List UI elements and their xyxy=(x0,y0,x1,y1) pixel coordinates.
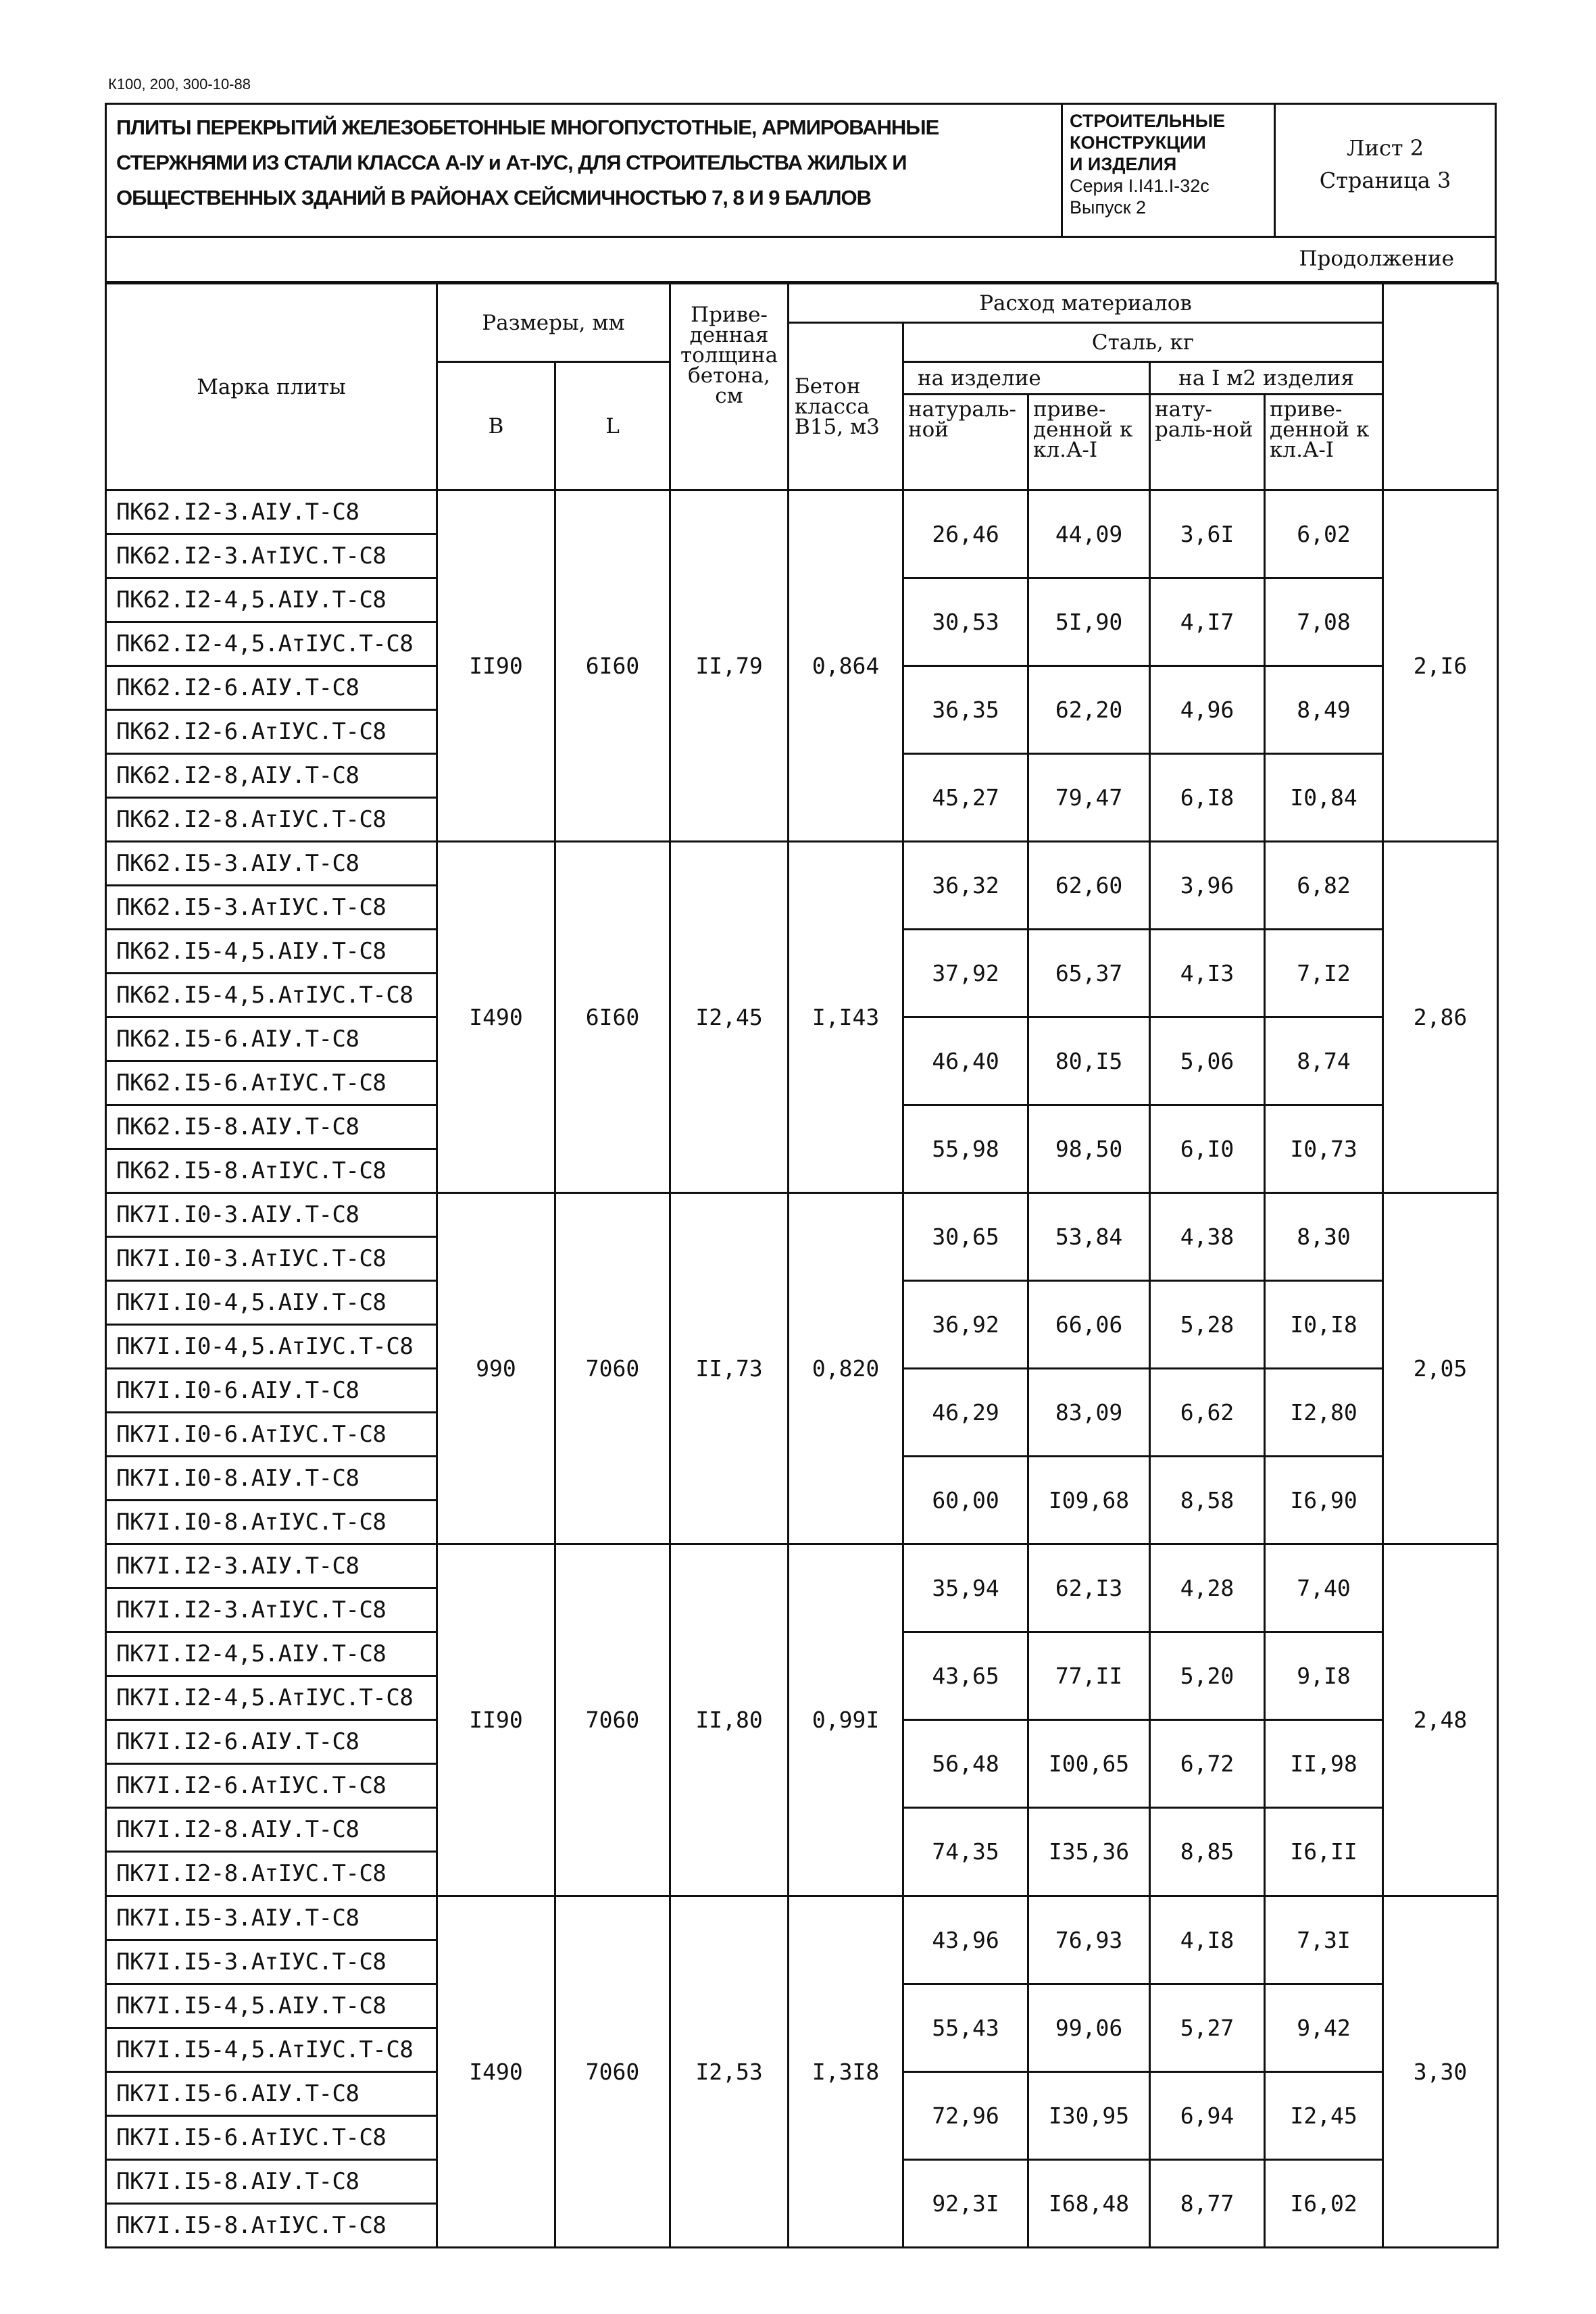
size-b: II90 xyxy=(437,491,555,842)
series-number: Серия I.I41.I-32c xyxy=(1070,176,1210,196)
slab-mark: ПК7I.I5-4,5.АIУ.Т-С8 xyxy=(106,1984,437,2028)
steel-reduced-m2: 7,40 xyxy=(1265,1544,1383,1632)
slab-mark: ПК62.I2-8.АтIУС.Т-С8 xyxy=(106,798,437,842)
steel-reduced: I35,36 xyxy=(1028,1808,1150,1896)
steel-natural-m2: 5,20 xyxy=(1150,1632,1265,1720)
steel-reduced-m2: 7,3I xyxy=(1265,1896,1383,1984)
col-mark: Марка плиты xyxy=(106,284,437,491)
slab-mark: ПК7I.I2-6.АIУ.Т-С8 xyxy=(106,1720,437,1764)
slab-mark: ПК62.I5-4,5.АтIУС.Т-С8 xyxy=(106,974,437,1017)
steel-reduced: 62,I3 xyxy=(1028,1544,1150,1632)
reduced-thickness: II,73 xyxy=(670,1193,789,1544)
steel-natural-m2: 8,77 xyxy=(1150,2159,1265,2247)
slab-mark: ПК62.I2-3.АIУ.Т-С8 xyxy=(106,491,437,534)
col-steel: Сталь, кг xyxy=(903,323,1383,362)
steel-natural-m2: 4,I7 xyxy=(1150,578,1265,666)
steel-reduced-m2: I2,45 xyxy=(1265,2071,1383,2159)
size-b: I490 xyxy=(437,842,555,1193)
size-l: 6I60 xyxy=(555,842,670,1193)
steel-reduced: 76,93 xyxy=(1028,1896,1150,1984)
steel-reduced-m2: 7,I2 xyxy=(1265,930,1383,1017)
steel-reduced: 62,60 xyxy=(1028,842,1150,930)
steel-natural-m2: 4,38 xyxy=(1150,1193,1265,1281)
series-line: КОНСТРУКЦИИ xyxy=(1070,132,1206,153)
steel-reduced: 65,37 xyxy=(1028,930,1150,1017)
size-b: II90 xyxy=(437,1544,555,1896)
size-l: 7060 xyxy=(555,1193,670,1544)
reduced-thickness: I2,45 xyxy=(670,842,789,1193)
steel-natural: 43,65 xyxy=(903,1632,1028,1720)
col-last xyxy=(1383,284,1498,491)
slab-mark: ПК7I.I0-8.АIУ.Т-С8 xyxy=(106,1457,437,1501)
slab-mark: ПК7I.I2-8.АтIУС.Т-С8 xyxy=(106,1852,437,1896)
concrete-volume: 0,864 xyxy=(789,491,903,842)
slab-mark: ПК62.I2-6.АIУ.Т-С8 xyxy=(106,666,437,710)
slab-mark: ПК7I.I5-6.АтIУС.Т-С8 xyxy=(106,2115,437,2159)
series-line: И ИЗДЕЛИЯ xyxy=(1070,154,1177,174)
slab-mark: ПК7I.I2-3.АтIУС.Т-С8 xyxy=(106,1588,437,1632)
steel-natural: 46,29 xyxy=(903,1369,1028,1457)
steel-natural: 74,35 xyxy=(903,1808,1028,1896)
steel-reduced-m2: I0,73 xyxy=(1265,1105,1383,1193)
steel-natural: 92,3I xyxy=(903,2159,1028,2247)
steel-natural: 72,96 xyxy=(903,2071,1028,2159)
col-per-item: на изделие xyxy=(903,362,1150,395)
steel-reduced-m2: I2,80 xyxy=(1265,1369,1383,1457)
steel-natural: 60,00 xyxy=(903,1457,1028,1544)
steel-reduced-m2: 8,30 xyxy=(1265,1193,1383,1281)
steel-natural: 26,46 xyxy=(903,491,1028,578)
slab-mark: ПК7I.I5-3.АIУ.Т-С8 xyxy=(106,1896,437,1940)
steel-reduced-m2: I6,II xyxy=(1265,1808,1383,1896)
last-column-value: 2,48 xyxy=(1383,1544,1498,1896)
slab-mark: ПК62.I5-4,5.АIУ.Т-С8 xyxy=(106,930,437,974)
last-column-value: 2,86 xyxy=(1383,842,1498,1193)
steel-natural-m2: 4,I8 xyxy=(1150,1896,1265,1984)
table-body xyxy=(106,491,1498,2248)
steel-natural-m2: 6,62 xyxy=(1150,1369,1265,1457)
steel-reduced: 62,20 xyxy=(1028,666,1150,754)
slab-mark: ПК7I.I5-6.АIУ.Т-С8 xyxy=(106,2071,437,2115)
series-line: СТРОИТЕЛЬНЫЕ xyxy=(1070,111,1226,131)
col-concrete: Бетон класса В15, м3 xyxy=(789,323,903,491)
steel-reduced: 53,84 xyxy=(1028,1193,1150,1281)
steel-reduced-m2: 6,02 xyxy=(1265,491,1383,578)
col-reduced-thickness: Приве-денная толщина бетона, см xyxy=(670,284,789,491)
size-b: 990 xyxy=(437,1193,555,1544)
steel-reduced: 44,09 xyxy=(1028,491,1150,578)
col-per-m2: на I м2 изделия xyxy=(1150,362,1383,395)
document-code: К100, 200, 300-10-88 xyxy=(108,76,251,93)
slab-mark: ПК7I.I0-6.АIУ.Т-С8 xyxy=(106,1369,437,1413)
steel-natural: 45,27 xyxy=(903,754,1028,842)
slab-mark: ПК62.I2-3.АтIУС.Т-С8 xyxy=(106,534,437,578)
slab-mark: ПК62.I5-8.АтIУС.Т-С8 xyxy=(106,1149,437,1193)
slab-mark: ПК7I.I0-4,5.АIУ.Т-С8 xyxy=(106,1281,437,1325)
size-l: 7060 xyxy=(555,1544,670,1896)
reduced-thickness: II,79 xyxy=(670,491,789,842)
steel-natural-m2: 4,28 xyxy=(1150,1544,1265,1632)
steel-reduced-m2: 6,82 xyxy=(1265,842,1383,930)
size-b: I490 xyxy=(437,1896,555,2248)
steel-natural: 35,94 xyxy=(903,1544,1028,1632)
steel-natural-m2: 4,96 xyxy=(1150,666,1265,754)
slab-mark: ПК7I.I0-8.АтIУС.Т-С8 xyxy=(106,1501,437,1544)
size-l: 6I60 xyxy=(555,491,670,842)
slab-mark: ПК7I.I2-4,5.АтIУС.Т-С8 xyxy=(106,1676,437,1720)
steel-natural-m2: 5,06 xyxy=(1150,1017,1265,1105)
slab-mark: ПК7I.I0-3.АIУ.Т-С8 xyxy=(106,1193,437,1237)
table-row xyxy=(106,1896,1498,1940)
table-row xyxy=(106,842,1498,886)
steel-reduced-m2: 8,74 xyxy=(1265,1017,1383,1105)
table-row xyxy=(106,1193,1498,1237)
steel-reduced-m2: 8,49 xyxy=(1265,666,1383,754)
steel-reduced: 5I,90 xyxy=(1028,578,1150,666)
steel-natural-m2: 6,I8 xyxy=(1150,754,1265,842)
sheet-block xyxy=(1276,105,1495,236)
col-natural-m2: нату-раль-ной xyxy=(1150,395,1265,491)
steel-natural-m2: 5,28 xyxy=(1150,1281,1265,1369)
materials-table xyxy=(105,282,1499,2248)
steel-natural-m2: 6,94 xyxy=(1150,2071,1265,2159)
concrete-volume: 0,820 xyxy=(789,1193,903,1544)
steel-natural: 30,53 xyxy=(903,578,1028,666)
slab-mark: ПК7I.I2-6.АтIУС.Т-С8 xyxy=(106,1764,437,1808)
steel-reduced-m2: I0,I8 xyxy=(1265,1281,1383,1369)
slab-mark: ПК62.I2-4,5.АтIУС.Т-С8 xyxy=(106,622,437,666)
table-head xyxy=(106,284,1498,491)
col-reduced: приве-денной к кл.А-I xyxy=(1028,395,1150,491)
col-b: В xyxy=(437,362,555,491)
steel-natural: 46,40 xyxy=(903,1017,1028,1105)
steel-natural-m2: 8,85 xyxy=(1150,1808,1265,1896)
steel-reduced-m2: I6,02 xyxy=(1265,2159,1383,2247)
steel-reduced: I00,65 xyxy=(1028,1720,1150,1808)
steel-reduced: I09,68 xyxy=(1028,1457,1150,1544)
steel-natural: 36,92 xyxy=(903,1281,1028,1369)
slab-mark: ПК62.I2-4,5.АIУ.Т-С8 xyxy=(106,578,437,622)
steel-reduced: 83,09 xyxy=(1028,1369,1150,1457)
size-l: 7060 xyxy=(555,1896,670,2248)
steel-reduced: 98,50 xyxy=(1028,1105,1150,1193)
table-row xyxy=(106,1544,1498,1588)
slab-mark: ПК7I.I5-3.АтIУС.Т-С8 xyxy=(106,1940,437,1984)
page-number: Страница 3 xyxy=(1319,168,1451,193)
slab-mark: ПК7I.I0-6.АтIУС.Т-С8 xyxy=(106,1413,437,1457)
steel-reduced: I68,48 xyxy=(1028,2159,1150,2247)
slab-mark: ПК62.I5-6.АтIУС.Т-С8 xyxy=(106,1061,437,1105)
slab-mark: ПК7I.I5-4,5.АтIУС.Т-С8 xyxy=(106,2028,437,2071)
slab-mark: ПК62.I5-8.АIУ.Т-С8 xyxy=(106,1105,437,1149)
steel-natural: 30,65 xyxy=(903,1193,1028,1281)
steel-reduced-m2: 9,42 xyxy=(1265,1984,1383,2071)
slab-mark: ПК62.I5-6.АIУ.Т-С8 xyxy=(106,1017,437,1061)
steel-natural-m2: 6,I0 xyxy=(1150,1105,1265,1193)
title-block xyxy=(105,103,1497,238)
document-title: ПЛИТЫ ПЕРЕКРЫТИЙ ЖЕЛЕЗОБЕТОННЫЕ МНОГОПУСТОТНЫЕ, АРМИРОВАННЫЕ СТЕРЖНЯМИ ИЗ СТАЛИ КЛАССА А-IУ и Ат-IУС, ДЛЯ СТРОИТЕЛЬСТВА ЖИЛЫХ И ОБЩЕСТВЕННЫХ ЗДАНИЙ В РАЙОНАХ СЕЙСМИЧНОСТЬЮ 7, 8 И 9 БАЛЛОВ xyxy=(107,105,1063,236)
steel-reduced: I30,95 xyxy=(1028,2071,1150,2159)
slab-mark: ПК7I.I0-4,5.АтIУС.Т-С8 xyxy=(106,1325,437,1369)
concrete-volume: I,3I8 xyxy=(789,1896,903,2248)
col-sizes: Размеры, мм xyxy=(437,284,670,362)
steel-natural: 55,43 xyxy=(903,1984,1028,2071)
sheet-number: Лист 2 xyxy=(1346,135,1424,161)
slab-mark: ПК7I.I0-3.АтIУС.Т-С8 xyxy=(106,1237,437,1281)
steel-natural: 55,98 xyxy=(903,1105,1028,1193)
slab-mark: ПК7I.I2-3.АIУ.Т-С8 xyxy=(106,1544,437,1588)
steel-reduced-m2: II,98 xyxy=(1265,1720,1383,1808)
steel-natural-m2: 5,27 xyxy=(1150,1984,1265,2071)
reduced-thickness: I2,53 xyxy=(670,1896,789,2248)
last-column-value: 2,05 xyxy=(1383,1193,1498,1544)
steel-reduced: 80,I5 xyxy=(1028,1017,1150,1105)
col-natural: натураль-ной xyxy=(903,395,1028,491)
steel-natural-m2: 8,58 xyxy=(1150,1457,1265,1544)
steel-natural: 36,32 xyxy=(903,842,1028,930)
slab-mark: ПК62.I2-6.АтIУС.Т-С8 xyxy=(106,710,437,754)
steel-natural: 43,96 xyxy=(903,1896,1028,1984)
last-column-value: 2,I6 xyxy=(1383,491,1498,842)
slab-mark: ПК62.I5-3.АIУ.Т-С8 xyxy=(106,842,437,886)
col-reduced-m2: приве-денной к кл.А-I xyxy=(1265,395,1383,491)
slab-mark: ПК62.I5-3.АтIУС.Т-С8 xyxy=(106,886,437,930)
steel-natural-m2: 6,72 xyxy=(1150,1720,1265,1808)
concrete-volume: 0,99I xyxy=(789,1544,903,1896)
steel-natural: 36,35 xyxy=(903,666,1028,754)
steel-natural-m2: 3,96 xyxy=(1150,842,1265,930)
steel-natural: 56,48 xyxy=(903,1720,1028,1808)
steel-natural: 37,92 xyxy=(903,930,1028,1017)
last-column-value: 3,30 xyxy=(1383,1896,1498,2248)
concrete-volume: I,I43 xyxy=(789,842,903,1193)
continuation-label: Продолжение xyxy=(105,236,1497,283)
steel-reduced-m2: I6,90 xyxy=(1265,1457,1383,1544)
steel-natural-m2: 4,I3 xyxy=(1150,930,1265,1017)
reduced-thickness: II,80 xyxy=(670,1544,789,1896)
slab-mark: ПК7I.I2-4,5.АIУ.Т-С8 xyxy=(106,1632,437,1676)
slab-mark: ПК7I.I5-8.АтIУС.Т-С8 xyxy=(106,2203,437,2247)
slab-mark: ПК62.I2-8,АIУ.Т-С8 xyxy=(106,754,437,798)
steel-reduced: 79,47 xyxy=(1028,754,1150,842)
steel-reduced-m2: I0,84 xyxy=(1265,754,1383,842)
steel-reduced: 66,06 xyxy=(1028,1281,1150,1369)
series-block xyxy=(1063,105,1276,236)
steel-reduced: 77,II xyxy=(1028,1632,1150,1720)
slab-mark: ПК7I.I5-8.АIУ.Т-С8 xyxy=(106,2159,437,2203)
steel-reduced-m2: 9,I8 xyxy=(1265,1632,1383,1720)
issue-number: Выпуск 2 xyxy=(1070,197,1147,218)
table-row xyxy=(106,491,1498,534)
steel-natural-m2: 3,6I xyxy=(1150,491,1265,578)
col-l: L xyxy=(555,362,670,491)
steel-reduced: 99,06 xyxy=(1028,1984,1150,2071)
col-materials: Расход материалов xyxy=(789,284,1383,323)
steel-reduced-m2: 7,08 xyxy=(1265,578,1383,666)
slab-mark: ПК7I.I2-8.АIУ.Т-С8 xyxy=(106,1808,437,1852)
